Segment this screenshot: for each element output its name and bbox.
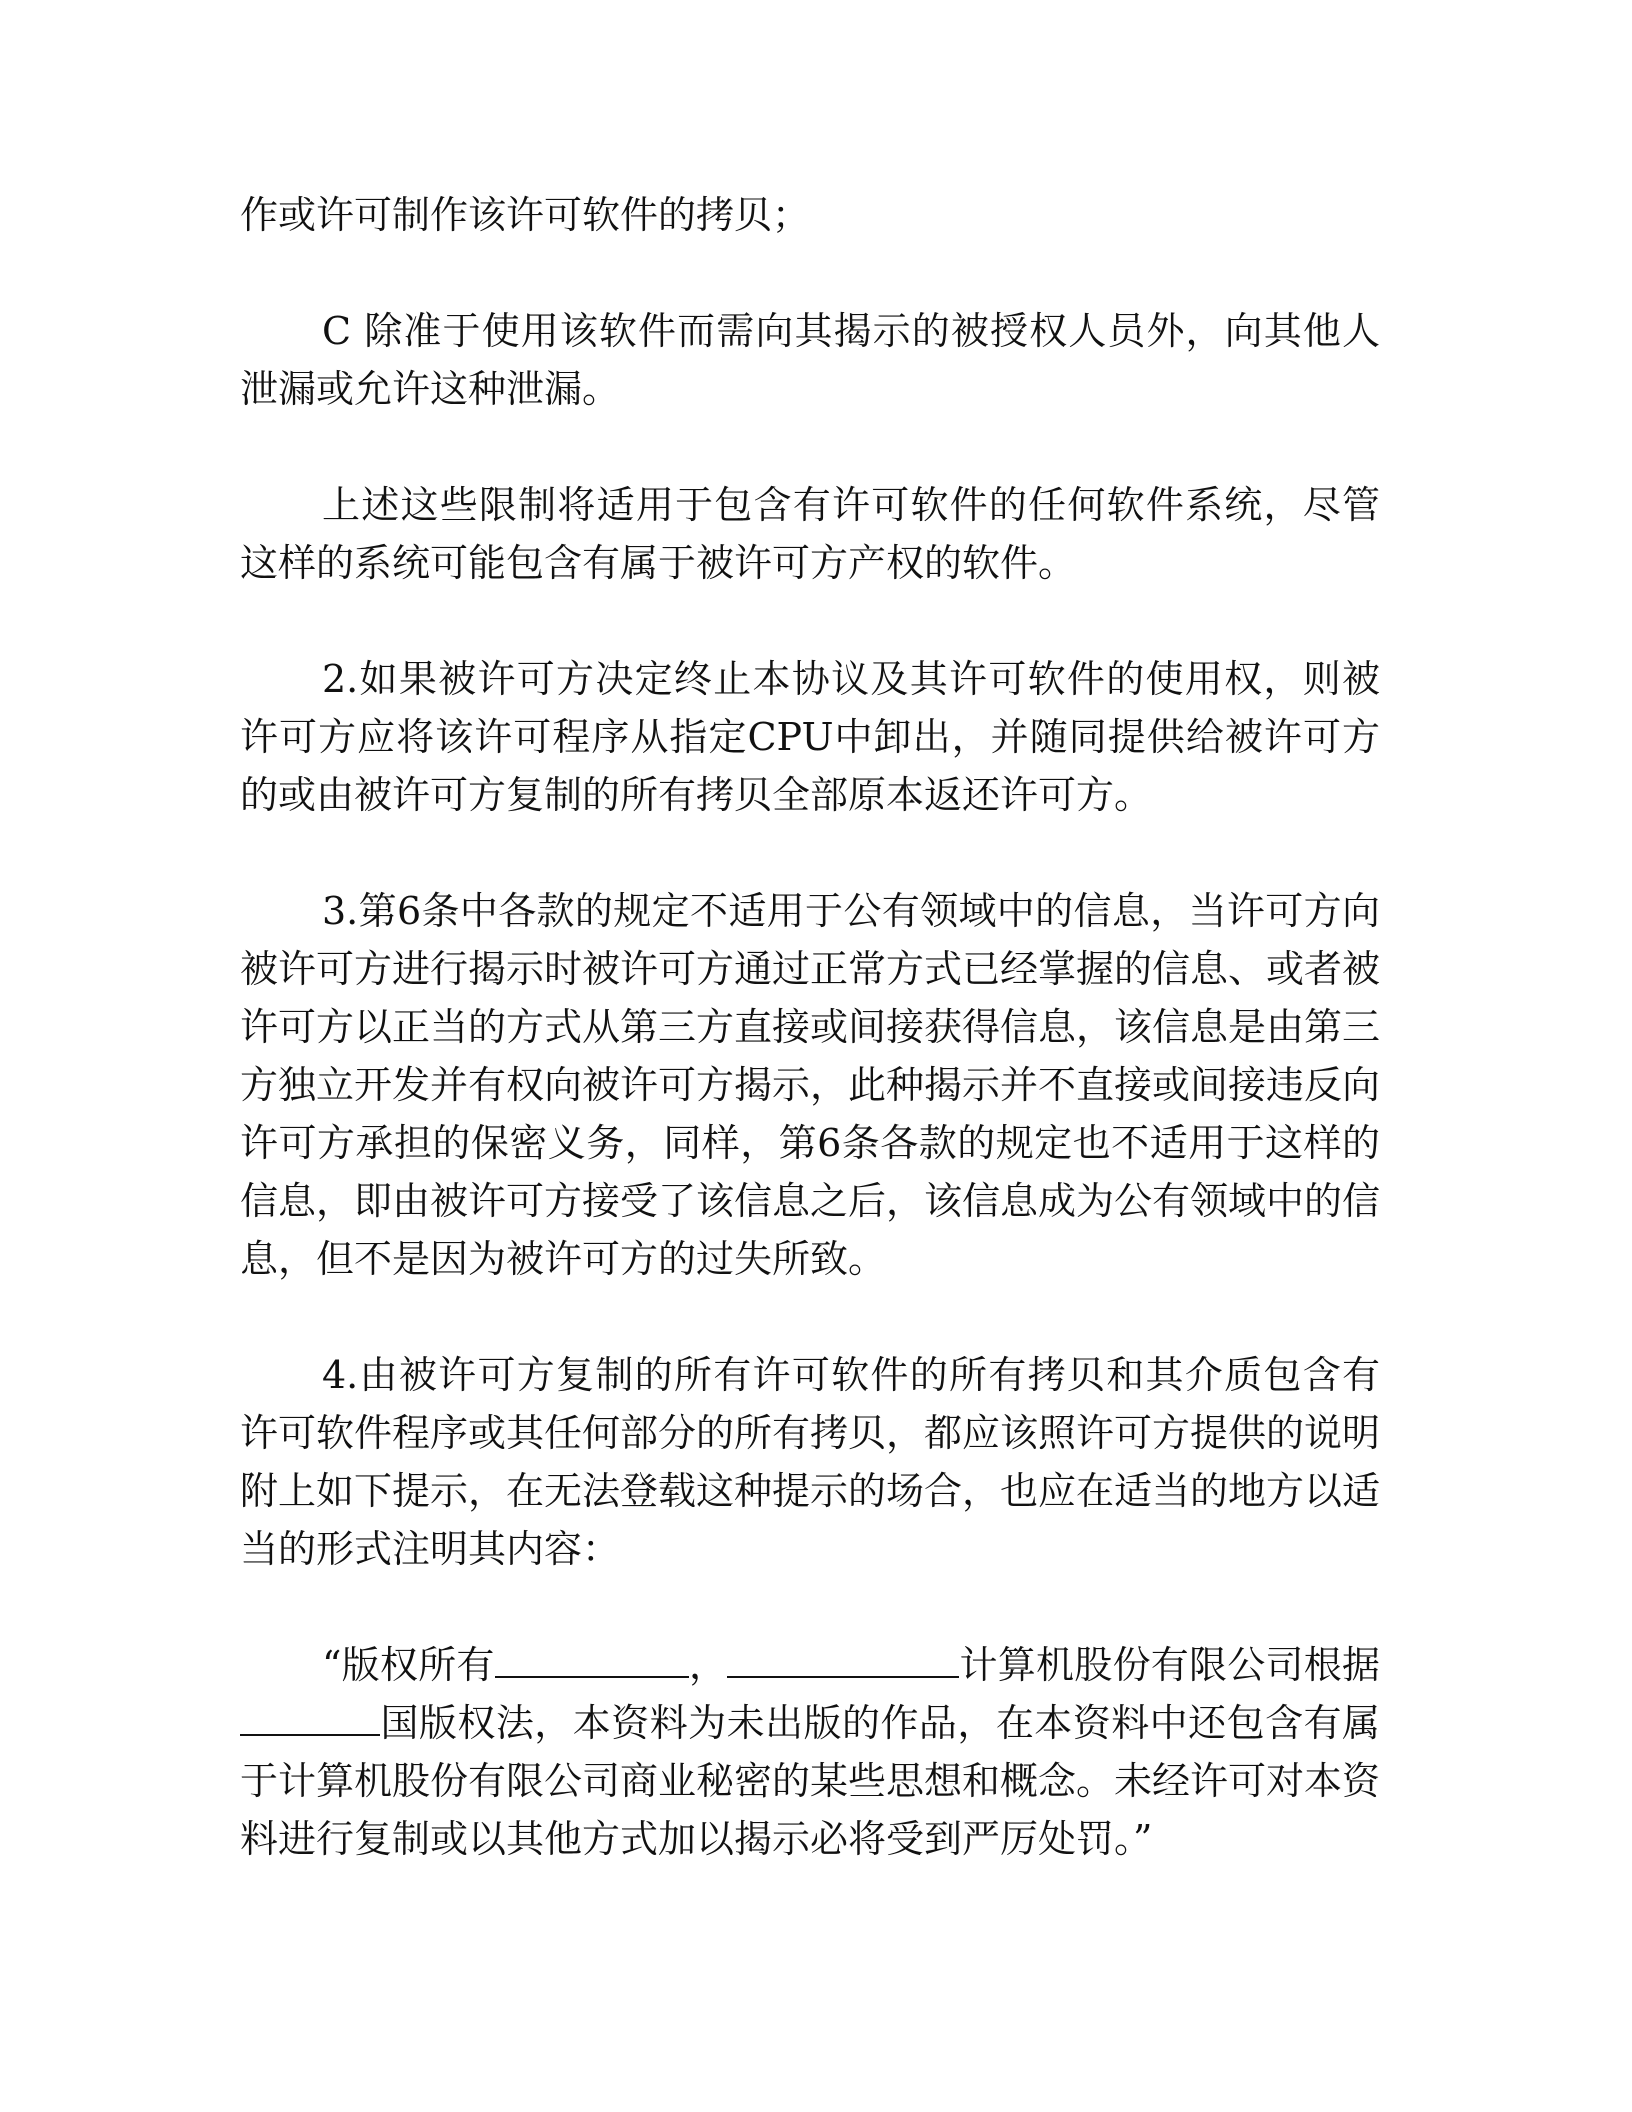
blank-line-3 [240,1694,380,1736]
blank-line-2 [727,1636,959,1678]
paragraph-item-2: 2.如果被许可方决定终止本协议及其许可软件的使用权，则被许可方应将该许可程序从指定CPU中卸出，并随同提供给被许可方的或由被许可方复制的所有拷贝全部原本返还许可方。 [240,657,1380,817]
paragraph-item-4: 4.由被许可方复制的所有许可软件的所有拷贝和其介质包含有许可软件程序或其任何部分的所有拷贝，都应该照许可方提供的说明附上如下提示，在无法登载这种提示的场合，也应在适当的地方以适当的形式注明其内容： [240,1353,1381,1571]
paragraph-clause-c: C 除准于使用该软件而需向其揭示的被授权人员外，向其他人泄漏或允许这种泄漏。 [240,309,1380,411]
paragraph-continuation: 作或许可制作该许可软件的拷贝； [240,193,811,237]
paragraph-restrictions: 上述这些限制将适用于包含有许可软件的任何软件系统，尽管这样的系统可能包含有属于被许可方产权的软件。 [240,483,1380,585]
notice-text-4: 国版权法，本资料为未出版的作品，在本资料中还包含有属于计算机股份有限公司商业秘密的某些思想和概念。未经许可对本资料进行复制或以其他方式加以揭示必将受到严厉处罚。” [240,1701,1381,1861]
notice-text-1: “版权所有 [322,1643,495,1687]
notice-text-2: ， [688,1643,728,1687]
paragraph-copyright-notice [240,1636,1380,1868]
blank-line-1 [495,1636,689,1678]
document-body [240,186,1380,1926]
paragraph-item-3: 3.第6条中各款的规定不适用于公有领域中的信息，当许可方向被许可方进行揭示时被许可方通过正常方式已经掌握的信息、或者被许可方以正当的方式从第三方直接或间接获得信息，该信息是由第三方独立开发并有权向被许可方揭示，此种揭示并不直接或间接违反向许可方承担的保密义务，同样，第6条各款的规定也不适用于这样的信息，即由被许可方接受了该信息之后，该信息成为公有领域中的信息，但不是因为被许可方的过失所致。 [240,889,1381,1281]
notice-text-3: 计算机股份有限公司根据 [959,1643,1380,1687]
